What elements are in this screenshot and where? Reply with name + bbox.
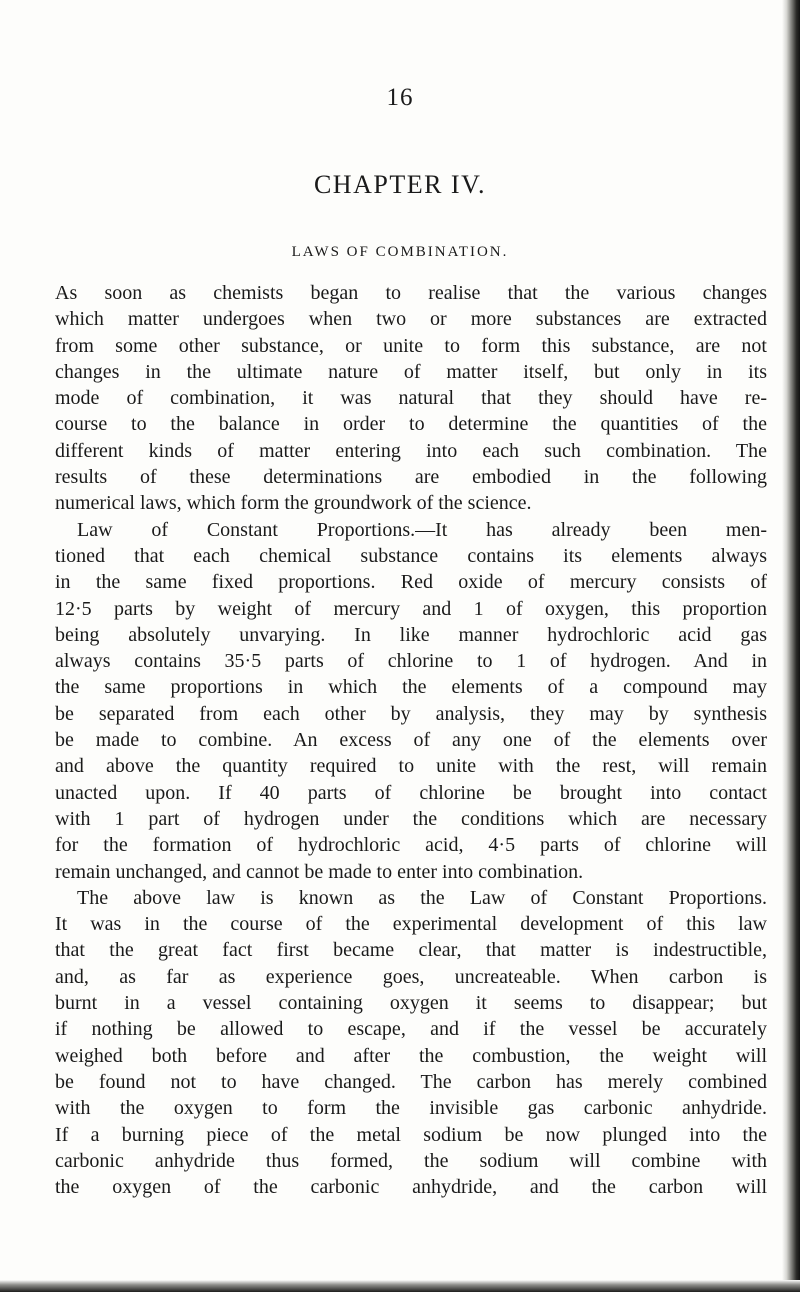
text-line: being absolutely unvarying. In like manner hydrochloric acid gas [55, 623, 767, 646]
page-edge-shadow [782, 0, 800, 1292]
text-line: the oxygen of the carbonic anhydride, and the carbon will [55, 1176, 767, 1199]
page-bottom-edge [0, 1280, 800, 1292]
text-line: tioned that each chemical substance contains its elements always [55, 544, 767, 567]
text-line: remain unchanged, and cannot be made to enter into combination. [55, 860, 584, 883]
text-line: mode of combination, it was natural that they should have re- [55, 387, 767, 410]
text-line: burnt in a vessel containing oxygen it seems to disappear; but [55, 992, 767, 1015]
text-line: As soon as chemists began to realise that the various changes [55, 282, 767, 304]
text-line: The above law is known as the Law of Constant Proportions. [77, 886, 767, 909]
text-line: the same proportions in which the elements of a compound may [55, 676, 767, 699]
text-line: unacted upon. If 40 parts of chlorine be brought into contact [55, 781, 767, 804]
text-line: different kinds of matter entering into each such combination. The [55, 439, 767, 462]
text-line: carbonic anhydride thus formed, the sodium will combine with [55, 1149, 767, 1172]
text-line: weighed both before and after the combustion, the weight will [55, 1044, 767, 1067]
text-line: which matter undergoes when two or more substances are extracted [55, 308, 767, 331]
text-line: from some other substance, or unite to form this substance, are not [55, 334, 767, 357]
text-line: numerical laws, which form the groundwork of the science. [55, 492, 532, 515]
text-line: course to the balance in order to determine the quantities of the [55, 413, 767, 436]
text-line: always contains 35·5 parts of chlorine to 1 of hydrogen. And in [55, 650, 767, 673]
chapter-title: CHAPTER IV. [313, 170, 487, 199]
text-line: changes in the ultimate nature of matter itself, but only in its [55, 360, 767, 383]
text-line: with 1 part of hydrogen under the conditions which are necessary [55, 807, 767, 830]
text-line: 12·5 parts by weight of mercury and 1 of oxygen, this proportion [55, 597, 767, 620]
section-title: LAWS OF COMBINATION. [291, 244, 509, 260]
text-line: with the oxygen to form the invisible gas carbonic anhydride. [55, 1097, 767, 1120]
text-line: that the great fact first became clear, that matter is indestructible, [55, 939, 767, 962]
text-line: and, as far as experience goes, uncreateable. When carbon is [55, 965, 767, 988]
text-line: be found not to have changed. The carbon has merely combined [55, 1070, 767, 1093]
text-line: for the formation of hydrochloric acid, 4·5 parts of chlorine will [55, 834, 767, 857]
page-number: 16 [386, 84, 414, 111]
text-line: It was in the course of the experimental development of this law [55, 913, 767, 936]
text-line: results of these determinations are embodied in the following [55, 466, 767, 489]
text-line: in the same fixed proportions. Red oxide of mercury consists of [55, 571, 767, 594]
text-line: If a burning piece of the metal sodium be now plunged into the [55, 1123, 767, 1146]
text-line: Law of Constant Proportions.—It has already been men- [77, 518, 767, 541]
text-line: be made to combine. An excess of any one of the elements over [55, 729, 767, 752]
text-line: and above the quantity required to unite with the rest, will remain [55, 755, 767, 778]
text-line: be separated from each other by analysis, they may by synthesis [55, 702, 767, 725]
text-line: if nothing be allowed to escape, and if the vessel be accurately [55, 1018, 767, 1041]
body-text [55, 280, 767, 1200]
